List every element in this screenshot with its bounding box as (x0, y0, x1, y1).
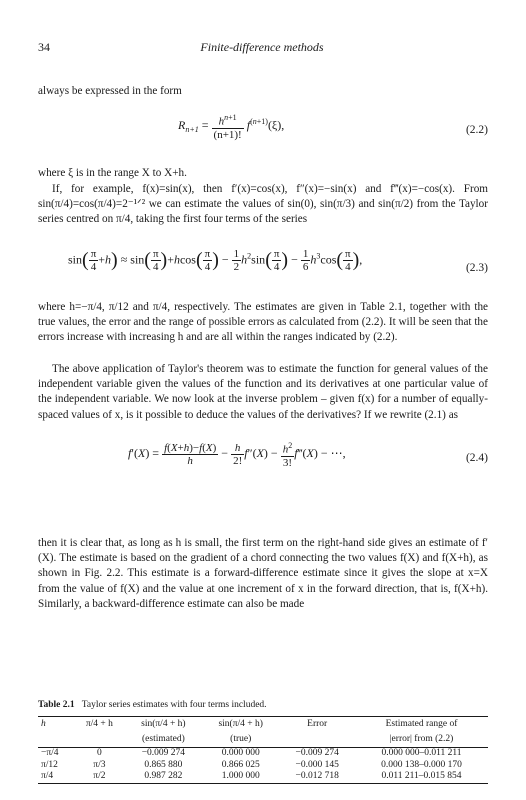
equation-2-2: $R_{n+1}$ = $\frac{h^{n+1}}{(n+1)!}$ $f^{(n+1)}(\xi)$, (2.2) (178, 113, 488, 141)
taylor-estimates-table (38, 716, 488, 784)
intro-text: always be expressed in the form (38, 85, 182, 97)
table-caption: Table 2.1 Taylor series estimates with four terms included. (38, 700, 267, 710)
col-subheader-range: |error| from (2.2) (355, 732, 488, 748)
equation-2-4: f′(X) = $\frac{f(X+h)-f(X)}{h}$ − $\frac{h}{2!}$ f″(X) − $\frac{h^2}{3!}$ f‴(X) − ⋯, (2.4) (128, 441, 488, 469)
paragraph-inverse-problem: The above application of Taylor's theorem was to estimate the function for general values of the independent variable given the values of the function and its derivatives at one particular value of the independent variable. We now look at the inverse problem – given f(x) for a number of equally-spaced values of x, is it possible to deduce the values of the derivatives? If we rewrite (2.1) as (38, 363, 488, 421)
col-header-h: h (38, 717, 74, 733)
paragraph-forward-difference: then it is clear that, as long as h is small, the first term on the right-hand side gives an estimate of f′(X). The estimate is based on the gradient of a chord connecting the two values f(X) and f(X+h), as shown in Fig. 2.2. This estimate is a forward-difference estimate since it gives the slope at x=X from the value of f(X) and the value at one increment of x in the forward direction, that is, f(X+h). Similarly, a backward-difference estimate can also be made (38, 537, 488, 610)
paragraph-example: If, for example, f(x)=sin(x), then f′(x)=cos(x), f″(x)=−sin(x) and f‴(x)=−cos(x). From sin(π/4)=cos(π/4)=2⁻¹ᐟ² we can estimate the values of sin(0), sin(π/3) and sin(π/2) from the Taylor series centred on π/4, taking the first four terms of the series (38, 183, 488, 226)
table-2-1 (38, 700, 488, 784)
running-title: Finite-difference methods (200, 40, 324, 54)
col-subheader-estimated: (estimated) (125, 732, 202, 748)
eq22-fraction: $\frac{h^{n+1}}{(n+1)!}$ (213, 113, 242, 141)
col-header-true: sin(π/4 + h) (202, 717, 279, 733)
col-subheader-true: (true) (202, 732, 279, 748)
page-number: 34 (38, 40, 50, 54)
table-row: π/4 π/2 0.987 282 1.000 000 −0.012 718 0.011 211–0.015 854 (38, 771, 488, 783)
equation-number: (2.2) (465, 124, 488, 136)
page-header (38, 40, 486, 58)
paragraph-range: where ξ is in the range X to X+h. (38, 167, 187, 179)
equation-number: (2.4) (465, 452, 488, 464)
col-header-x: π/4 + h (74, 717, 125, 733)
table-row: −π/4 0 −0.009 274 0.000 000 −0.009 274 0.000 000–0.011 211 (41, 748, 462, 758)
equation-2-3: sin( $\frac{\pi}{4}$ +h) ≈ sin( $\frac{\pi}{4}$ )+hcos( $\frac{\pi}{4}$ ) − $\frac{1}{2}$ $h^2\sin$( $\frac{\pi}{4}$ ) − $\frac{1}{6}$ $h^3\cos$( $\frac{\pi}{4}$ ), (2.3) (68, 248, 488, 274)
paragraph-estimates: where h=−π/4, π/12 and π/4, respectively. The estimates are given in Table 2.1, together with the true values, the error and the range of possible errors as calculated from (2.2). It will be seen that the errors increase with increasing h and are all within the ranges indicated by (2.2). (38, 301, 488, 344)
equation-number: (2.3) (465, 262, 488, 274)
col-header-estimated: sin(π/4 + h) (125, 717, 202, 733)
table-row: π/12 π/3 0.865 880 0.866 025 −0.000 145 0.000 138–0.000 170 (41, 759, 462, 770)
col-header-range: Estimated range of (355, 717, 488, 733)
col-header-error: Error (279, 717, 355, 733)
